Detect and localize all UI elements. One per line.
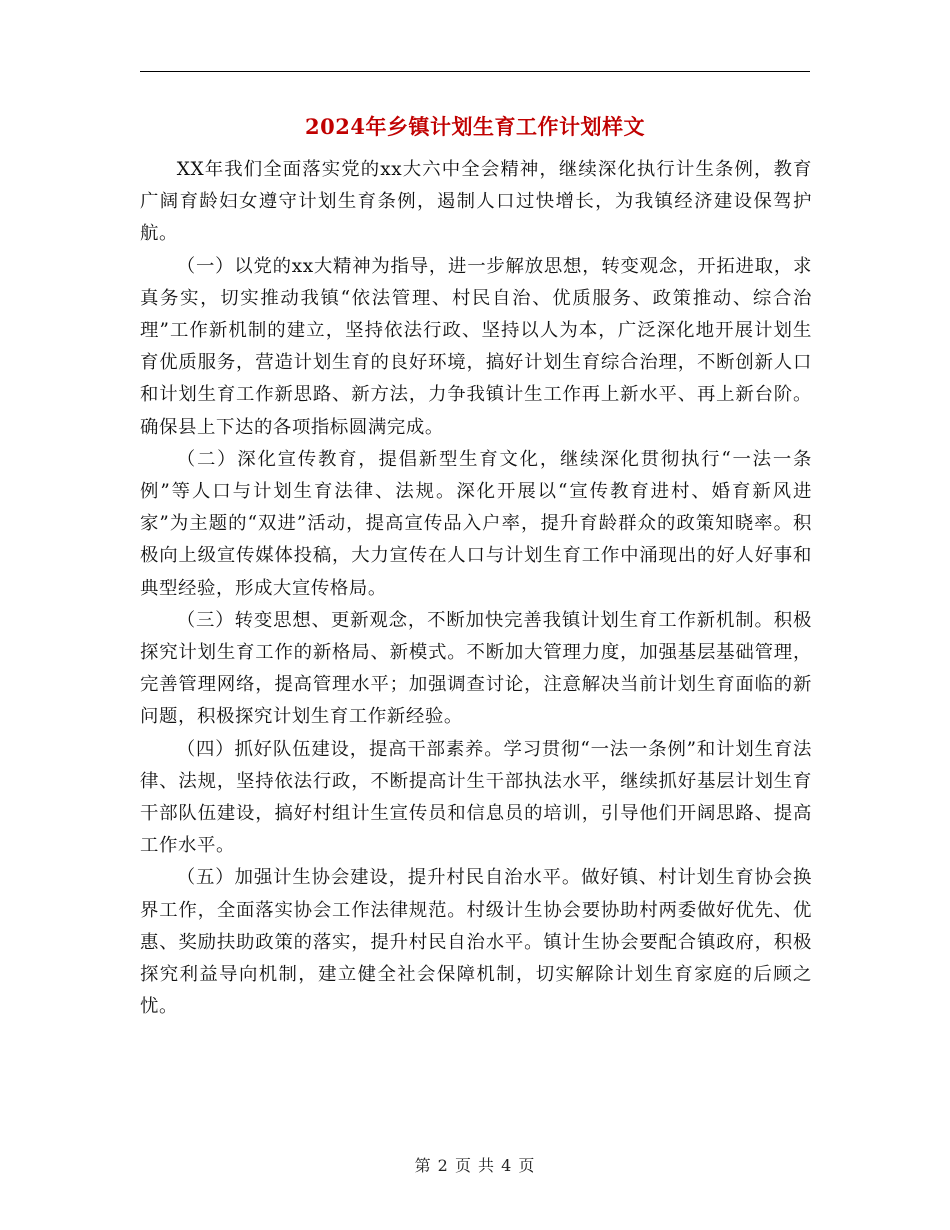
paragraph-section-4: （四）抓好队伍建设，提高干部素养。学习贯彻“一法一条例”和计划生育法律、法规，坚持依法行政，不断提高计生干部执法水平，继续抓好基层计划生育干部队伍建设，搞好村组计生宣传员和信息员的培训，引导他们开阔思路、提高工作水平。 — [140, 738, 812, 857]
document-title: 2024年乡镇计划生育工作计划样文 — [305, 114, 645, 139]
paragraph-section-3: （三）转变思想、更新观念，不断加快完善我镇计划生育工作新机制。积极探究计划生育工作的新格局、新模式。不断加大管理力度，加强基层基础管理，完善管理网络，提高管理水平；加强调查讨论，注意解决当前计划生育面临的新问题，积极探究计划生育工作新经验。 — [140, 609, 812, 728]
paragraph-section-2: （二）深化宣传教育，提倡新型生育文化，继续深化贯彻执行“一法一条例”等人口与计划生育法律、法规。深化开展以“宣传教育进村、婚育新风进家”为主题的“双进”活动，提高宣传品入户率，提升育龄群众的政策知晓率。积极向上级宣传媒体投稿，大力宣传在人口与计划生育工作中涌现出的好人好事和典型经验，形成大宣传格局。 — [140, 448, 812, 599]
paragraph-intro: XX年我们全面落实党的xx大六中全会精神，继续深化执行计生条例，教育广阔育龄妇女遵守计划生育条例，遏制人口过快增长，为我镇经济建设保驾护航。 — [140, 159, 812, 245]
document-body — [140, 154, 812, 1023]
paragraph-section-5: （五）加强计生协会建设，提升村民自治水平。做好镇、村计划生育协会换界工作，全面落实协会工作法律规范。村级计生协会要协助村两委做好优先、优惠、奖励扶助政策的落实，提升村民自治水平。镇计生协会要配合镇政府，积极探究利益导向机制，建立健全社会保障机制，切实解除计划生育家庭的后顾之忧。 — [140, 867, 812, 1018]
header-rule — [140, 71, 810, 72]
paragraph-section-1: （一）以党的xx大精神为指导，进一步解放思想，转变观念，开拓进取，求真务实，切实推动我镇“依法管理、村民自治、优质服务、政策推动、综合治理”工作新机制的建立，坚持依法行政、坚持以人为本，广泛深化地开展计划生育优质服务，营造计划生育的良好环境，搞好计划生育综合治理，不断创新人口和计划生育工作新思路、新方法，力争我镇计生工作再上新水平、再上新台阶。确保县上下达的各项指标圆满完成。 — [140, 255, 812, 438]
page-number-footer: 第 2 页 共 4 页 — [414, 1156, 536, 1175]
